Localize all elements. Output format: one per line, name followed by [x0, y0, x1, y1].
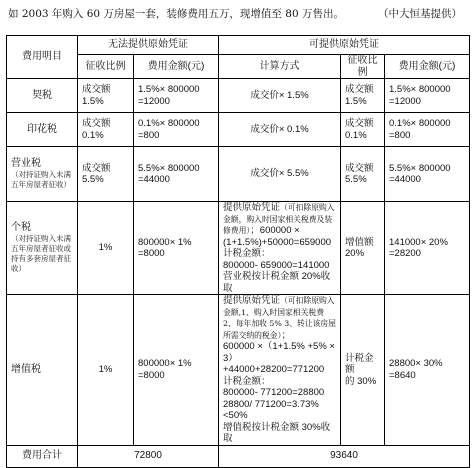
proof-amount-text: 1.5%× 800000 =12000	[389, 84, 451, 107]
no-proof-amount-text: 800000× 1% =8000	[138, 236, 192, 259]
header-method: 计算方式	[219, 55, 341, 79]
total-no-proof: 72800	[78, 445, 219, 467]
item-cell	[7, 113, 78, 147]
no-proof-amount	[134, 295, 219, 446]
no-proof-rate	[78, 295, 134, 446]
header-rate: 征收比例	[78, 55, 134, 79]
no-proof-amount	[134, 113, 219, 147]
no-proof-rate-text: 1%	[98, 242, 113, 254]
no-proof-rate-text: 成交额 0.1%	[82, 118, 111, 141]
proof-rate	[341, 202, 385, 295]
header-no-proof: 无法提供原始凭证	[78, 36, 219, 55]
method-cell: 成交价× 0.1%	[219, 113, 341, 147]
proof-rate	[341, 147, 385, 202]
header-item: 费用明目	[7, 36, 78, 79]
item-cell	[7, 295, 78, 446]
method-tail: ； 600000 ×（1+1.5% +5% × 3） +44000+28200=771200 计税金额： 800000- 771200=28800 28800/ 771200=3.73%<50% 增值税按计税金额 30%收取	[223, 329, 335, 444]
row-business-tax	[7, 147, 470, 202]
proof-amount	[385, 113, 470, 147]
row-deed-tax	[7, 79, 470, 113]
proof-rate-text: 成交额 1.5%	[345, 84, 374, 107]
no-proof-amount-text: 800000× 1% =8000	[138, 358, 192, 381]
total-label: 费用合计	[7, 445, 78, 467]
item-cell	[7, 79, 78, 113]
proof-amount-text: 28800× 30% =8640	[389, 358, 443, 381]
header-with-proof: 可提供原始凭证	[219, 36, 470, 55]
item-name: 契税	[32, 89, 52, 101]
method-cell: 成交价× 5.5%	[219, 147, 341, 202]
row-total	[7, 445, 470, 467]
no-proof-amount	[134, 147, 219, 202]
no-proof-amount-text: 1.5%× 800000 =12000	[138, 84, 200, 107]
total-with-proof: 93640	[219, 445, 470, 467]
no-proof-amount	[134, 202, 219, 295]
item-name: 个税	[11, 222, 31, 234]
method-note: （可扣除原购入金额，购入时国家相关税费及装修费用）	[223, 203, 335, 235]
no-proof-amount-text: 0.1%× 800000 =800	[138, 118, 200, 141]
proof-rate-text: 成交额 0.1%	[345, 118, 374, 141]
proof-amount-text: 5.5%× 800000 =44000	[389, 162, 451, 185]
method-note: （可扣除原购入金额,1、购入时国家相关税费 2、每年加收 5% 3、转让该房屋所需交纳的税金）	[223, 296, 337, 340]
intro-line	[8, 6, 468, 24]
method-lead: 提供原始凭证	[223, 202, 281, 213]
no-proof-rate-text: 成交额 5.5%	[82, 162, 111, 185]
item-note: （对持证购入未满五年房屋者征收）	[11, 169, 71, 189]
proof-amount-text: 0.1%× 800000 =800	[389, 118, 451, 141]
proof-amount-text: 141000× 20% =28200	[389, 236, 448, 259]
proof-rate-text: 计税金额 的 30%	[345, 352, 377, 387]
method-cell: 成交价× 1.5%	[219, 79, 341, 113]
item-cell	[7, 147, 78, 202]
no-proof-rate	[78, 79, 134, 113]
no-proof-rate	[78, 113, 134, 147]
header-amount-2: 费用金额(元)	[385, 55, 470, 79]
no-proof-rate-text: 1%	[98, 364, 113, 375]
header-rate-2: 征收比例	[341, 55, 385, 79]
method-cell	[219, 202, 341, 295]
row-stamp-tax	[7, 113, 470, 147]
item-name: 印花税	[27, 123, 57, 135]
row-income-tax	[7, 202, 470, 295]
no-proof-rate	[78, 202, 134, 295]
header-row-top	[7, 36, 470, 55]
proof-amount	[385, 202, 470, 295]
proof-rate-text: 成交额 5.5%	[345, 162, 374, 185]
proof-rate	[341, 113, 385, 147]
method-lead: 提供原始凭证	[223, 295, 281, 306]
proof-amount	[385, 147, 470, 202]
row-vat	[7, 295, 470, 446]
tax-fee-table	[6, 35, 470, 468]
item-name: 营业税	[11, 158, 41, 170]
no-proof-amount-text: 5.5%× 800000 =44000	[138, 162, 200, 185]
item-name: 增值税	[11, 364, 41, 375]
no-proof-amount	[134, 79, 219, 113]
proof-rate-text: 增值额 20%	[345, 236, 374, 259]
item-cell	[7, 202, 78, 295]
proof-rate	[341, 295, 385, 446]
intro-text: 如 2003 年购入 60 万房屋一套，装修费用五万，现增值至 80 万售出。	[8, 8, 344, 20]
method-tail: ；600000 × (1+1.5%)+50000=659000 计税金额： 800000- 659000=141000 营业税按计税金额 20%收取	[223, 225, 332, 294]
no-proof-rate-text: 成交额 1.5%	[82, 84, 111, 107]
proof-amount	[385, 79, 470, 113]
no-proof-rate	[78, 147, 134, 202]
source-note: （中大恒基提供）	[378, 8, 462, 20]
method-cell	[219, 295, 341, 446]
proof-amount	[385, 295, 470, 446]
item-note: （对持证购入未满五年房屋者征收或持有多套房屋者征收）	[11, 233, 71, 273]
header-amount: 费用金额(元)	[134, 55, 219, 79]
proof-rate	[341, 79, 385, 113]
